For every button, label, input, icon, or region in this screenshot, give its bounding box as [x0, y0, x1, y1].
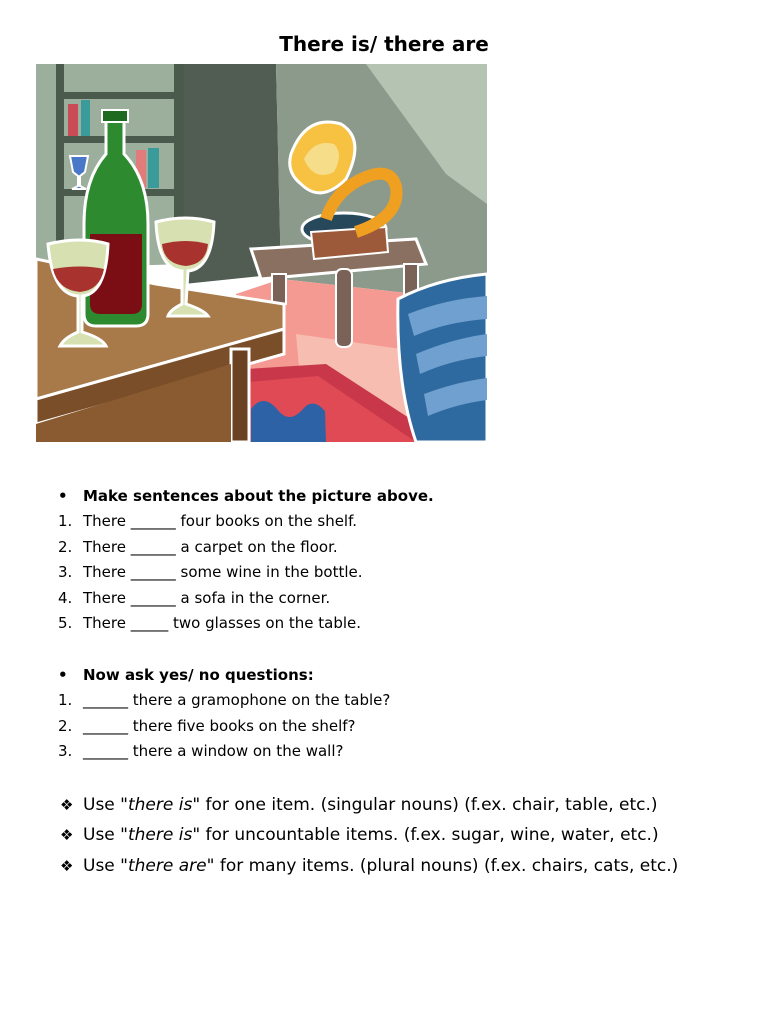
item-text: There ______ a carpet on the floor.: [83, 537, 338, 556]
item-number: 3.: [58, 563, 73, 582]
rule-item: [60, 851, 678, 881]
rule-em: there are: [127, 855, 207, 876]
item-number: 3.: [58, 742, 73, 761]
list-item: [58, 611, 363, 637]
bullet-marker: •: [58, 487, 68, 505]
diamond-bullet-icon: ❖: [60, 856, 74, 875]
rule-em: there is: [127, 795, 193, 815]
list-item: [58, 560, 363, 586]
section2-heading-text: Now ask yes/ no questions:: [83, 666, 314, 684]
rule-post: " for one item. (singular nouns) (f.ex. chair, table, etc.): [192, 795, 658, 815]
item-number: 2.: [58, 537, 73, 556]
question-list: [58, 688, 390, 765]
rule-pre: Use ": [83, 855, 128, 876]
item-number: 2.: [58, 716, 73, 735]
item-text: ______ there a gramophone on the table?: [83, 691, 391, 709]
item-text: There _____ two glasses on the table.: [83, 614, 362, 633]
section1-heading: [58, 487, 434, 505]
rule-pre: Use ": [83, 825, 128, 846]
list-item: [58, 509, 363, 535]
bullet-marker: •: [58, 666, 68, 684]
rule-item: [60, 820, 678, 850]
section1-heading-text: Make sentences about the picture above.: [83, 487, 434, 505]
list-item: [58, 535, 363, 561]
item-text: ______ there a window on the wall?: [83, 742, 344, 761]
item-text: There ______ a sofa in the corner.: [83, 588, 331, 607]
usage-rules: [60, 790, 678, 881]
list-item: [58, 586, 363, 612]
section2-heading: [58, 666, 314, 684]
rule-em: there is: [127, 825, 193, 846]
rule-pre: Use ": [83, 795, 128, 815]
living-room-clipart: [36, 64, 487, 442]
rule-post: " for many items. (plural nouns) (f.ex. chairs, cats, etc.): [206, 855, 679, 876]
item-text: ______ there five books on the shelf?: [83, 716, 356, 735]
item-number: 1.: [58, 691, 73, 709]
item-number: 5.: [58, 614, 73, 633]
sentence-list: [58, 509, 363, 637]
rule-post: " for uncountable items. (f.ex. sugar, wine, water, etc.): [192, 825, 659, 846]
item-number: 4.: [58, 588, 73, 607]
page-title: There is/ there are: [279, 32, 489, 56]
rule-item: [60, 790, 678, 820]
item-text: There ______ four books on the shelf.: [83, 512, 358, 530]
list-item: [58, 688, 390, 714]
diamond-bullet-icon: ❖: [60, 826, 74, 845]
list-item: [58, 739, 390, 765]
item-text: There ______ some wine in the bottle.: [83, 563, 363, 582]
item-number: 1.: [58, 512, 73, 530]
diamond-bullet-icon: ❖: [60, 796, 74, 814]
list-item: [58, 714, 390, 740]
